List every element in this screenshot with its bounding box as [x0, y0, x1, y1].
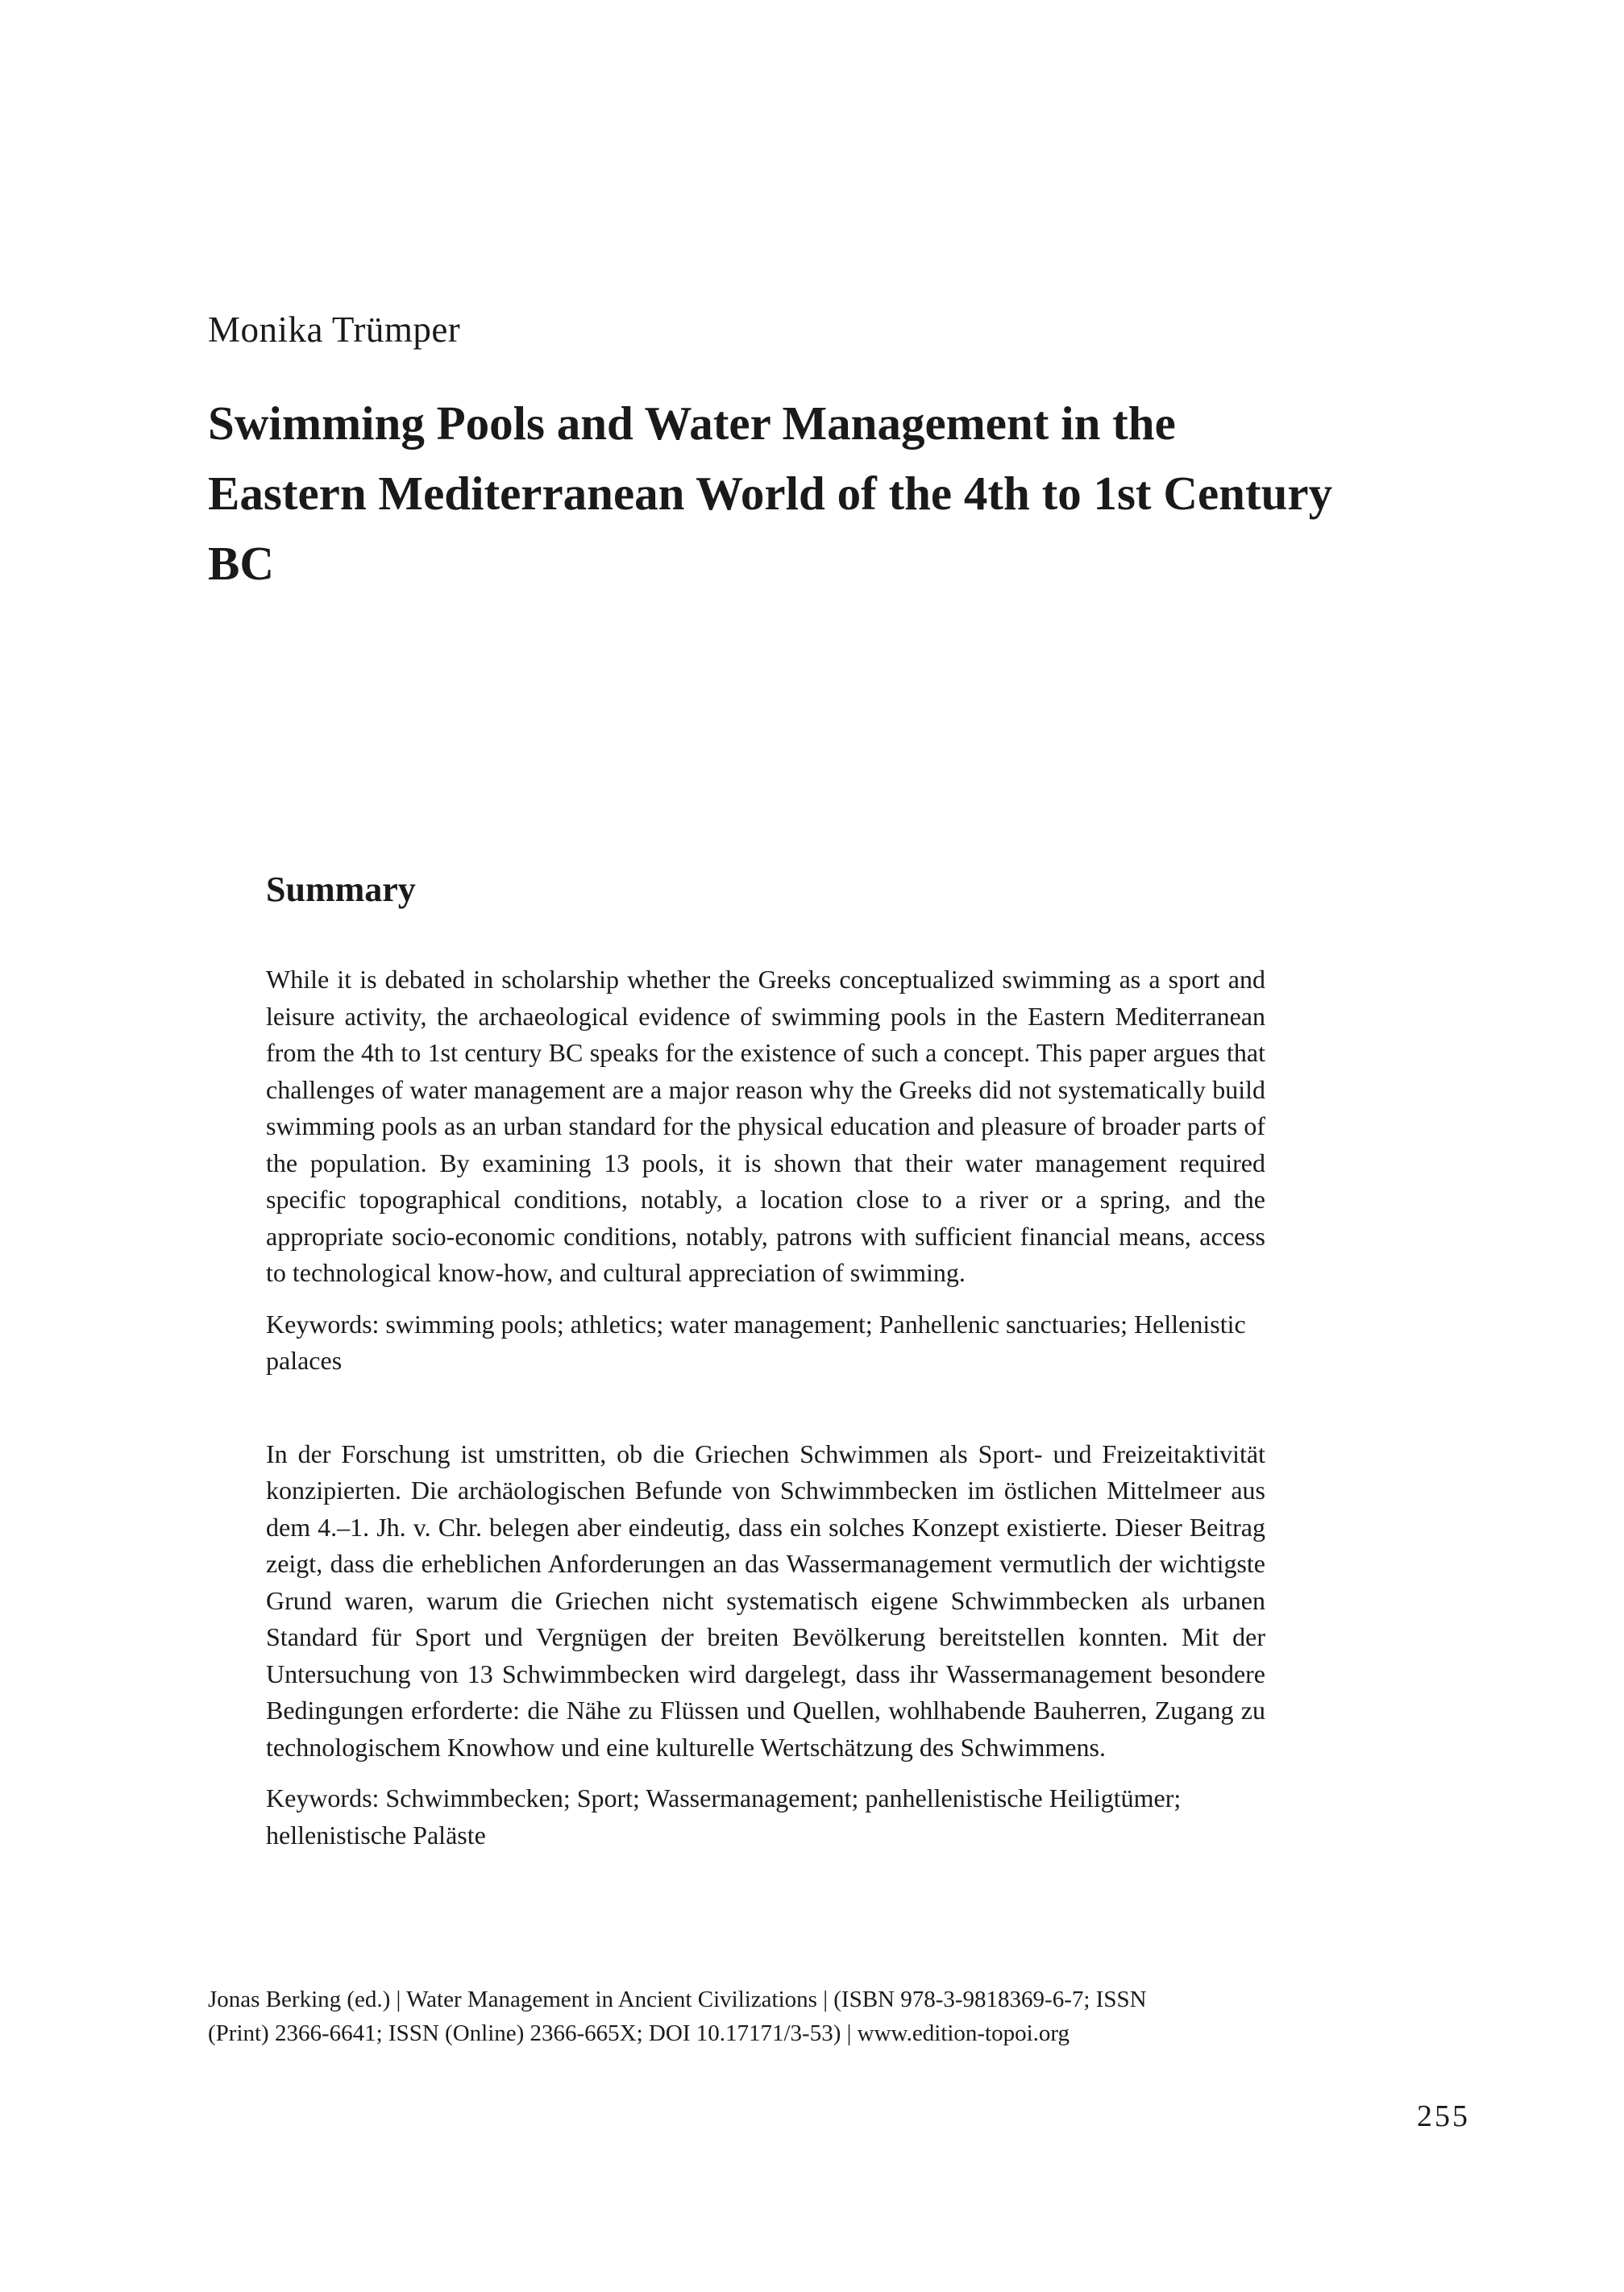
author-name: Monika Trümper	[208, 309, 461, 350]
citation-line-2: (Print) 2366-6641; ISSN (Online) 2366-665X; DOI 10.17171/3-53) | www.edition-topoi.org	[208, 2020, 1070, 2046]
english-abstract: While it is debated in scholarship whether the Greeks conceptualized swimming as a sport and leisure activity, the archaeological evidence of swimming pools in the Eastern Mediterranean from the 4th to 1st century BC speaks for the existence of such a concept. This paper argues that challenges of water management are a major reason why the Greeks did not systematically build swimming pools as an urban standard for the physical education and pleasure of broader parts of the population. By examining 13 pools, it is shown that their water management required specific topographical conditions, notably, a location close to a river or a spring, and the appropriate socio-economic conditions, notably, patrons with sufficient financial means, access to technological know-how, and cultural appreciation of swimming.	[266, 965, 1265, 1287]
citation-line-1: Jonas Berking (ed.) | Water Management in Ancient Civilizations | (ISBN 978-3-9818369-6-7; ISSN	[208, 1987, 1147, 2012]
summary-heading: Summary	[266, 870, 416, 909]
german-abstract: In der Forschung ist umstritten, ob die Griechen Schwimmen als Sport- und Freizeitaktivität konzipierten. Die archäologischen Befunde von Schwimmbecken im östlichen Mittelmeer aus dem 4.–1. Jh. v. Chr. belegen aber eindeutig, dass ein solches Konzept existierte. Dieser Beitrag zeigt, dass die erheblichen Anforderungen an das Wassermanagement vermutlich der wichtigste Grund waren, warum die Griechen nicht systematisch eigene Schwimmbecken als urbanen Standard für Sport und Vergnügen der breiten Bevölkerung bereitstellen konnten. Mit der Untersuchung von 13 Schwimmbecken wird dargelegt, dass ihr Wassermanagement besondere Bedingungen erforderte: die Nähe zu Flüssen und Quellen, wohlhabende Bauherren, Zugang zu technologischem Knowhow und eine kulturelle Wertschätzung des Schwimmens.	[266, 1439, 1265, 1762]
citation-footer	[208, 1983, 1256, 2050]
german-keywords: Keywords: Schwimmbecken; Sport; Wassermanagement; panhellenistische Heiligtümer; hellenistische Paläste	[266, 1783, 1182, 1850]
paper-title: Swimming Pools and Water Management in the Eastern Mediterranean World of the 4th to 1st Century BC	[208, 397, 1333, 590]
section-spacer	[266, 1380, 1265, 1436]
english-keywords: Keywords: swimming pools; athletics; water management; Panhellenic sanctuaries; Hellenistic palaces	[266, 1309, 1246, 1375]
page-number: 255	[1417, 2099, 1470, 2133]
summary-section	[266, 869, 1265, 1854]
